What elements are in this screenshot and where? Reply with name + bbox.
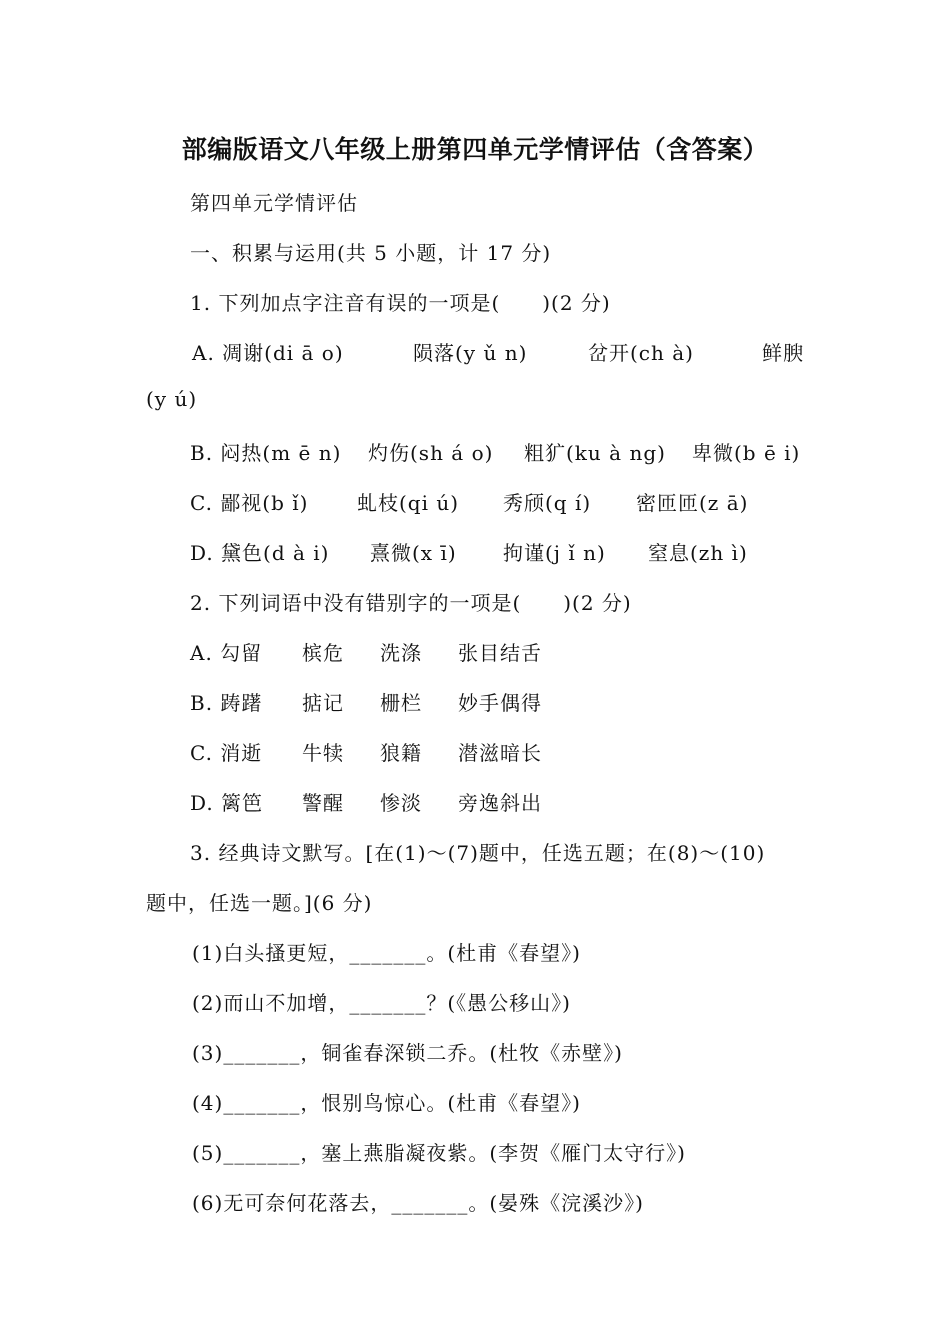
q2-d-item: 警醒 xyxy=(302,791,344,815)
q2-d-item: 旁逸斜出 xyxy=(458,791,542,815)
q1-option-a xyxy=(0,337,950,363)
q3-item: (4)_______，恨别鸟惊心。(杜甫《春望》) xyxy=(192,1091,581,1115)
q1-a-item: A. 凋谢(di ā o) xyxy=(192,341,344,365)
q3-item: (6)无可奈何花落去，_______。(晏殊《浣溪沙》) xyxy=(192,1191,644,1215)
q1-option-d xyxy=(0,537,950,563)
q2-option-b xyxy=(0,687,950,713)
q2-option-c xyxy=(0,737,950,763)
q1-c-item: C. 鄙视(b ǐ) xyxy=(190,491,309,515)
q2-b-item: 栅栏 xyxy=(380,691,422,715)
q2-b-item: 掂记 xyxy=(302,691,344,715)
q1-c-item: 密匝匝(z ā) xyxy=(636,491,749,515)
q2-c-item: C. 消逝 xyxy=(190,741,263,765)
q3-item: (2)而山不加增，_______？(《愚公移山》) xyxy=(192,991,571,1015)
q2-a-item: A. 勾留 xyxy=(190,641,263,665)
q1-d-item: 熹微(x ī) xyxy=(370,541,457,565)
q2-option-a xyxy=(0,637,950,663)
q2-a-item: 张目结舌 xyxy=(458,641,542,665)
q2-d-item: 惨淡 xyxy=(380,791,422,815)
q2-c-item: 狼籍 xyxy=(380,741,422,765)
q3-item: (1)白头搔更短，_______。(杜甫《春望》) xyxy=(192,941,581,965)
q1-stem: 1. 下列加点字注音有误的一项是( )(2 分) xyxy=(190,291,611,315)
q3-stem-wrap: 题中，任选一题。](6 分) xyxy=(146,891,373,915)
q1-a-item: 岔开(ch à) xyxy=(588,341,694,365)
q1-a-item: 陨落(y ǔ n) xyxy=(413,341,528,365)
q2-a-item: 槟危 xyxy=(302,641,344,665)
document-title: 部编版语文八年级上册第四单元学情评估（含答案） xyxy=(181,135,769,164)
q2-c-item: 潜滋暗长 xyxy=(458,741,542,765)
q2-option-d xyxy=(0,787,950,813)
q1-d-item: 拘谨(j ǐ n) xyxy=(503,541,606,565)
q1-d-item: 窒息(zh ì) xyxy=(648,541,748,565)
q1-b-item: 粗犷(ku à ng) xyxy=(524,441,666,465)
q1-a-item: 鲜腴 xyxy=(762,341,804,365)
q2-b-item: 妙手偶得 xyxy=(458,691,542,715)
q2-stem: 2. 下列词语中没有错别字的一项是( )(2 分) xyxy=(190,591,632,615)
part-one-heading: 一、积累与运用(共 5 小题，计 17 分) xyxy=(190,241,552,265)
q3-stem: 3. 经典诗文默写。[在(1)～(7)题中，任选五题；在(8)～(10) xyxy=(190,841,766,865)
q2-d-item: D. 篱笆 xyxy=(190,791,264,815)
q1-d-item: D. 黛色(d à i) xyxy=(190,541,330,565)
q1-a-wrap: (y ú) xyxy=(146,387,198,411)
section-heading: 第四单元学情评估 xyxy=(190,191,358,215)
q2-b-item: B. 踌躇 xyxy=(190,691,263,715)
q1-option-c xyxy=(0,487,950,513)
q1-c-item: 虬枝(qi ú) xyxy=(357,491,460,515)
q1-option-b xyxy=(0,437,950,463)
q1-c-item: 秀颀(q í) xyxy=(503,491,592,515)
q1-b-item: B. 闷热(m ē n) xyxy=(190,441,342,465)
q3-item: (3)_______，铜雀春深锁二乔。(杜牧《赤壁》) xyxy=(192,1041,623,1065)
q1-b-item: 灼伤(sh á o) xyxy=(368,441,494,465)
q3-item: (5)_______，塞上燕脂凝夜紫。(李贺《雁门太守行》) xyxy=(192,1141,686,1165)
q2-c-item: 牛犊 xyxy=(302,741,344,765)
q2-a-item: 洗涤 xyxy=(380,641,422,665)
q1-b-item: 卑微(b ē i) xyxy=(692,441,801,465)
